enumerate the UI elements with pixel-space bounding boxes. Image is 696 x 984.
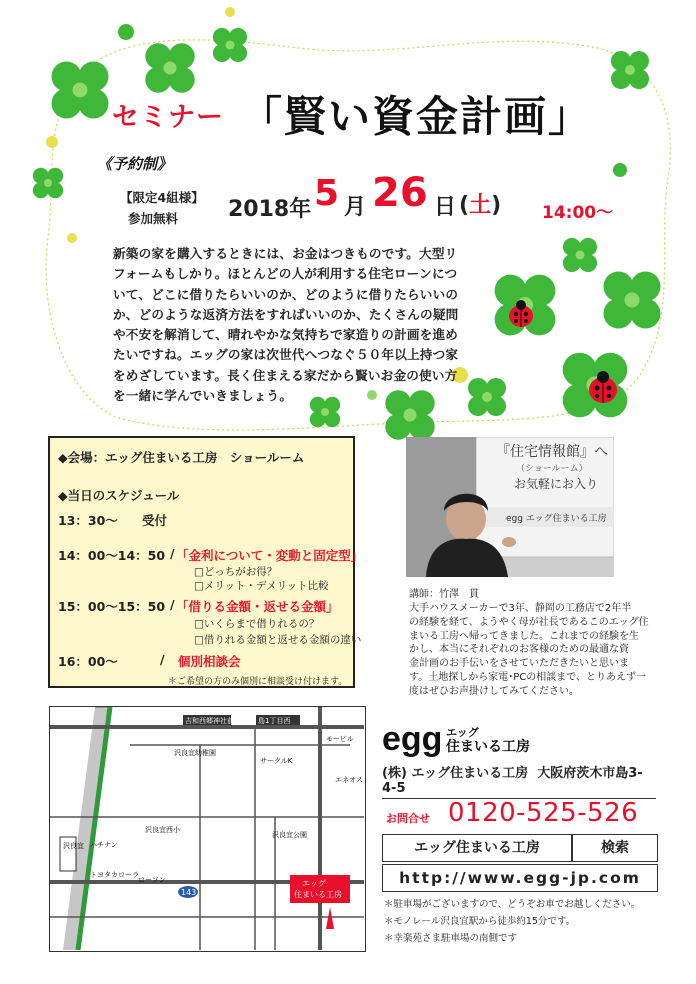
venue-text: ◆会場：エッグ住まいる工房 ショールーム: [58, 450, 305, 465]
sub-item: □どっちがお得？: [194, 566, 278, 578]
bio-line: の経験を経て、ようやく母が社長であるこのエッグ住: [409, 616, 649, 628]
intro-line: いて、どこに借りたらいいのか、どのように借りたらいいの: [113, 286, 459, 302]
schedule-box: [48, 436, 364, 688]
reservation-label: 《予約制》: [97, 155, 173, 173]
paren-close: ): [491, 193, 502, 218]
event-year: 2018年: [228, 197, 312, 222]
sign-title: 『住宅情報館』へ: [496, 444, 608, 460]
event-time: 14:00〜: [542, 203, 614, 223]
title-prefix: セミナー: [112, 102, 224, 133]
company-name: (株) エッグ住まいる工房: [382, 766, 529, 781]
instructor-name: 講師：竹澤 貫: [409, 589, 479, 600]
bio-line: 大手ハウスメーカーで3年、静岡の工務店で2年半: [409, 603, 632, 614]
address-text: 大阪府茨木市島3-4-5: [382, 766, 643, 796]
event-month: 5: [314, 173, 340, 214]
svg-text:エッグ: エッグ: [302, 879, 326, 888]
sign-sub: （ショールーム）: [516, 464, 588, 474]
schedule-heading: ◆当日のスケジュール: [58, 488, 180, 503]
map-label: トヨタカローラ: [90, 871, 139, 879]
note-line: ＊駐車場がございますので、どうぞお車でお越しください。: [384, 899, 641, 910]
clover-icon: [145, 43, 194, 92]
logo-sub: 住まいる工房: [446, 739, 530, 755]
phone-number[interactable]: 0120-525-526: [448, 798, 639, 828]
page-title: 「賢い資金計画」: [240, 92, 593, 141]
paren-open: (: [459, 193, 470, 218]
company-address: [382, 762, 656, 799]
free-label: 参加無料: [128, 211, 179, 226]
access-map: [49, 706, 366, 952]
slash: /: [170, 597, 175, 612]
intro-line: フォームもしかり。ほとんどの人が利用する住宅ローンにつ: [113, 266, 458, 282]
clover-icon: [33, 168, 63, 198]
map-label: 沢良宜西小: [145, 826, 180, 834]
event-day-unit: 日: [434, 195, 457, 220]
limit-label: 【限定4組様】: [120, 190, 204, 205]
note-line: ＊幸楽苑さま駐車場の南側です: [384, 933, 518, 944]
search-button[interactable]: 検索: [572, 834, 658, 862]
map-label: 吉和西郷神社前: [185, 717, 234, 725]
clover-icon: [213, 28, 247, 62]
event-month-unit: 月: [344, 195, 367, 220]
map-label: 沢良宜: [63, 842, 84, 850]
notes: [384, 896, 640, 947]
sign-line: お気軽にお入り: [514, 477, 599, 491]
clover-icon: [52, 62, 109, 119]
instructor-photo: [406, 437, 614, 577]
intro-line: を一緒に学んでいきましょう。: [113, 388, 293, 404]
schedule-label: 「金利について・変動と固定型」: [176, 548, 364, 563]
search-term-box: エッグ住まいる工房: [382, 834, 572, 862]
schedule-note: ＊ご希望の方のみ個別に相談受け付けます。: [168, 677, 348, 687]
bio-line: 金計画のお手伝いをさせていただきたいと思いま: [409, 658, 629, 670]
sub-item: □いくらまで借りれるの？: [194, 618, 320, 630]
bio-line: まいる工房へ帰ってきました。これまでの経験を生: [409, 630, 639, 642]
svg-text:住まいる工房: 住まいる工房: [294, 890, 342, 899]
slash: /: [170, 546, 175, 561]
contact-label: お問合せ: [386, 812, 430, 825]
schedule-label: 受付: [142, 513, 168, 528]
intro-line: たいですね。エッグの家は次世代へつなぐ５０年以上持つ家: [113, 347, 459, 363]
schedule-time: 16：00〜: [58, 654, 118, 669]
clover-icon: [563, 238, 597, 272]
map-label: サークルK: [260, 757, 293, 765]
event-day: 26: [372, 170, 428, 216]
intro-line: や不安を解消して、晴れやかな気持ちで家造りの計画を進め: [113, 327, 459, 343]
clover-icon: [604, 272, 661, 329]
map-label: ローソン: [138, 876, 166, 884]
schedule-label: 個別相談会: [178, 654, 241, 669]
instructor-bio: [409, 602, 649, 699]
website-url[interactable]: http://www.egg-jp.com: [382, 864, 658, 892]
intro-line: をめざしています。長く住まえる家だから賢いお金の使い方: [113, 367, 458, 383]
schedule-time: 14：00〜14：50: [58, 548, 166, 563]
sign-brand: egg エッグ住まいる工房: [506, 514, 607, 524]
logo-sub: エッグ: [446, 726, 479, 739]
map-label: モービル: [326, 735, 354, 743]
intro-line: か、どのような返済方法をすればいいのか、たくさんの疑問: [113, 306, 459, 322]
schedule-time: 15：00〜15：50: [58, 599, 166, 614]
map-label: ハチナン: [90, 841, 118, 849]
logo-text: egg: [382, 720, 443, 758]
sub-item: □借りれる金額と返せる金額の違い: [194, 634, 362, 646]
note-line: ＊モノレール沢良宜駅から徒歩約15分です。: [384, 916, 576, 927]
schedule-label: 「借りる金額・返せる金額」: [176, 599, 339, 614]
route-number: 143: [181, 888, 197, 897]
intro-text: [113, 244, 498, 406]
bio-line: す。土地探しから家電･PCの相談まで、とりあえず一: [409, 671, 647, 683]
map-label: エネオス: [335, 776, 363, 784]
bio-line: かし、本当にそれぞれのお客様のための最適な資: [409, 644, 629, 656]
clover-icon: [611, 51, 649, 89]
schedule-time: 13：30〜: [58, 513, 118, 528]
map-label: 島1丁目西: [258, 717, 291, 725]
map-label: 沢良宜幼稚園: [174, 749, 216, 757]
sub-item: □メリット・デメリット比較: [194, 580, 329, 592]
event-weekday: [459, 188, 501, 219]
slash: /: [160, 652, 165, 667]
map-label: 沢良宜公園: [272, 831, 307, 839]
company-logo: [382, 720, 562, 762]
weekday-value: 土: [469, 193, 492, 218]
bio-line: 度はぜひお声掛けしてみてください。: [409, 685, 579, 697]
intro-line: 新築の家を購入するときには、お金はつきものです。大型リ: [113, 246, 458, 261]
